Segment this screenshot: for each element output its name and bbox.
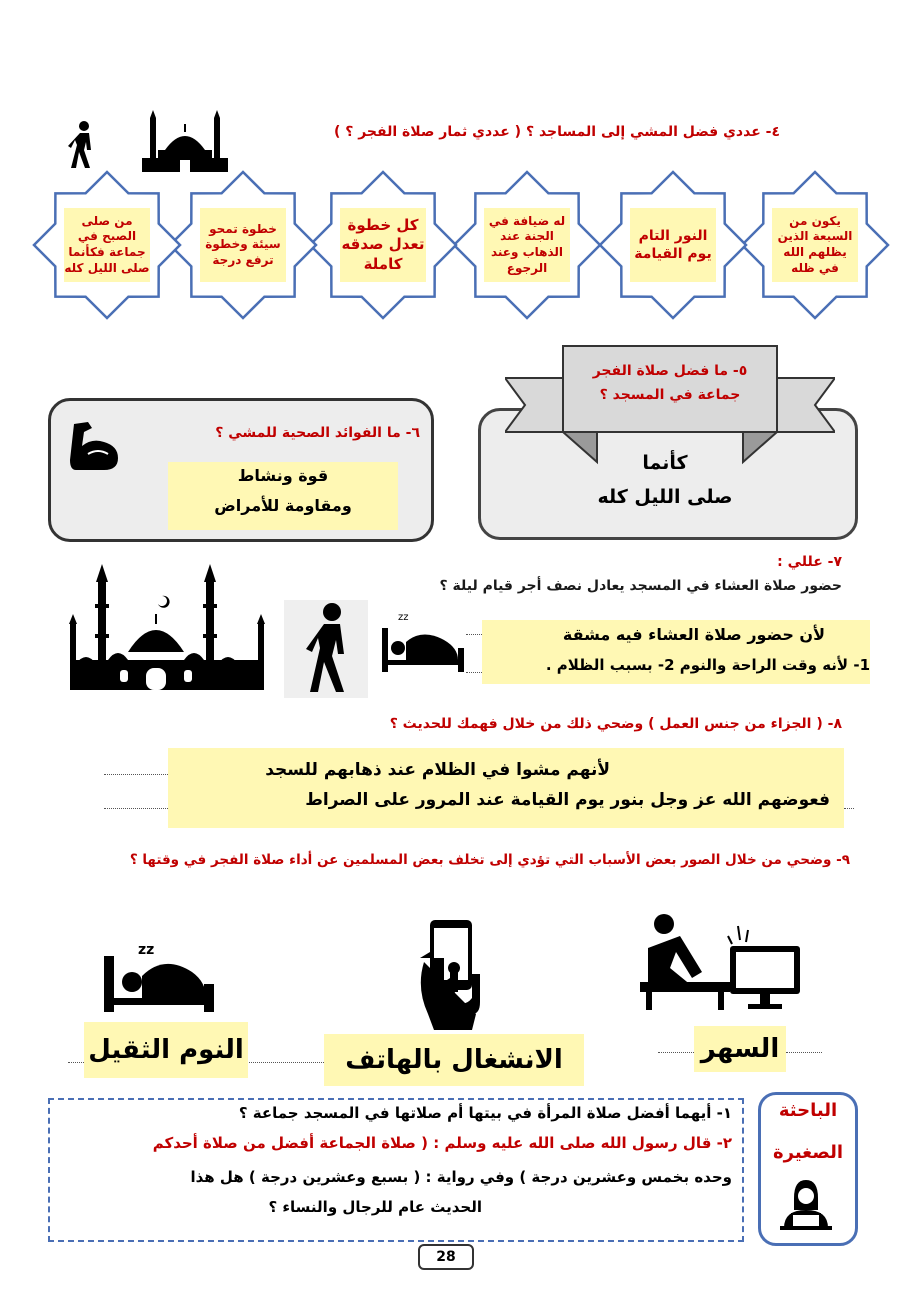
page-number: 28	[418, 1244, 474, 1270]
researcher-line3: وحده بخمس وعشرين درجة ) وفي رواية : ( بسبع وعشرين درجة ) هل هذا	[190, 1168, 732, 1186]
q6-question: ٦- ما الفوائد الصحية للمشي ؟	[215, 425, 420, 441]
benefit-star-text: يكون من السبعة الذين يظلهم الله في ظله	[777, 213, 853, 275]
q8-answer-line2: فعوضهم الله عز وجل بنور يوم القيامة عند المرور على الصراط	[305, 790, 830, 810]
q9-dots-1	[658, 1052, 694, 1053]
mosque-large-icon	[68, 560, 268, 690]
q9-dots-4	[68, 1062, 84, 1063]
walking-person-large-icon	[298, 602, 358, 694]
benefit-star-3	[452, 170, 602, 320]
benefit-star-2	[598, 170, 748, 320]
svg-text:zz: zz	[138, 942, 155, 958]
q8-answer-line1: لأنهم مشوا في الظلام عند ذهابهم للسجد	[265, 760, 610, 780]
mosque-icon	[140, 110, 230, 172]
hand-phone-icon	[410, 918, 490, 1030]
q8-dots-2	[104, 808, 168, 809]
sleeping-bed-icon	[382, 610, 466, 672]
flexed-arm-icon	[66, 420, 122, 472]
researcher-line4: الحديث عام للرجال والنساء ؟	[268, 1198, 482, 1216]
q9-dots-3	[246, 1062, 324, 1063]
q9-question: ٩- وضحي من خلال الصور بعض الأسباب التي تؤدي إلى تخلف بعض المسلمين عن أداء صلاة الفجر في وقتها ؟	[129, 852, 850, 868]
badge-line1: الباحثة	[778, 1100, 838, 1121]
researcher-line1: ١- أيهما أفضل صلاة المرأة في بيتها أم صلاتها في المسجد جماعة ؟	[238, 1104, 732, 1122]
q7-question: حضور صلاة العشاء في المسجد يعادل نصف أجر قيام ليلة ؟	[439, 578, 842, 594]
q7-answer-line1: لأن حضور صلاة العشاء فيه مشقة	[562, 625, 825, 644]
cause-phone: الانشغال بالهاتف	[324, 1034, 584, 1086]
q5-question: ٥- ما فضل صلاة الفجر جماعة في المسجد ؟	[592, 363, 748, 403]
q8-dots-3	[844, 808, 854, 809]
q6-answer-line1: قوة ونشاط	[237, 466, 329, 485]
benefit-star-text: خطوة تمحو سيئة وخطوة ترفع درجة	[205, 221, 281, 267]
benefit-star-6	[32, 170, 182, 320]
benefit-star-1	[740, 170, 890, 320]
benefit-star-4	[308, 170, 458, 320]
badge-line2: الصغيرة	[773, 1142, 843, 1163]
q7-answer-line2: 1- لأنه وقت الراحة والنوم 2- بسبب الظلام .	[545, 656, 870, 674]
q4-question: ٤- عددي فضل المشي إلى المساجد ؟ ( عددي ثمار صلاة الفجر ؟ )	[333, 124, 780, 140]
heavy-sleep-icon	[104, 940, 216, 1012]
girl-laptop-icon	[778, 1178, 834, 1230]
svg-text:zz: zz	[398, 612, 409, 623]
cause-heavy-sleep: النوم الثقيل	[84, 1022, 248, 1078]
researcher-line2: ٢- قال رسول الله صلى الله عليه وسلم : ( صلاة الجماعة أفضل من صلاة أحدكم	[152, 1134, 732, 1152]
q5-answer-line2: صلى الليل كله	[597, 486, 733, 508]
q8-question: ٨- ( الجزاء من جنس العمل ) وضحي ذلك من خلال فهمك للحديث ؟	[389, 716, 842, 732]
walking-person-icon	[62, 120, 102, 170]
benefit-star-text: له ضيافة في الجنة عند الذهاب وعند الرجوع	[488, 213, 566, 275]
staying-up-late-icon	[640, 912, 810, 1012]
cause-staying-up: السهر	[694, 1026, 786, 1072]
benefit-star-5	[168, 170, 318, 320]
benefit-star-text: النور التام يوم القيامة	[634, 227, 712, 262]
benefit-star-text: كل خطوة تعدل صدقه كاملة	[341, 215, 425, 273]
q6-answer-line2: ومقاومة للأمراض	[214, 496, 352, 515]
q9-dots-2	[786, 1052, 822, 1053]
q8-dots-1	[104, 774, 168, 775]
benefit-star-text: من صلى الصبح في جماعة فكأنما صلى الليل كله	[64, 213, 150, 275]
q5-answer-line1: كأنما	[642, 452, 688, 474]
q7-label: ٧- عللي :	[777, 554, 842, 570]
